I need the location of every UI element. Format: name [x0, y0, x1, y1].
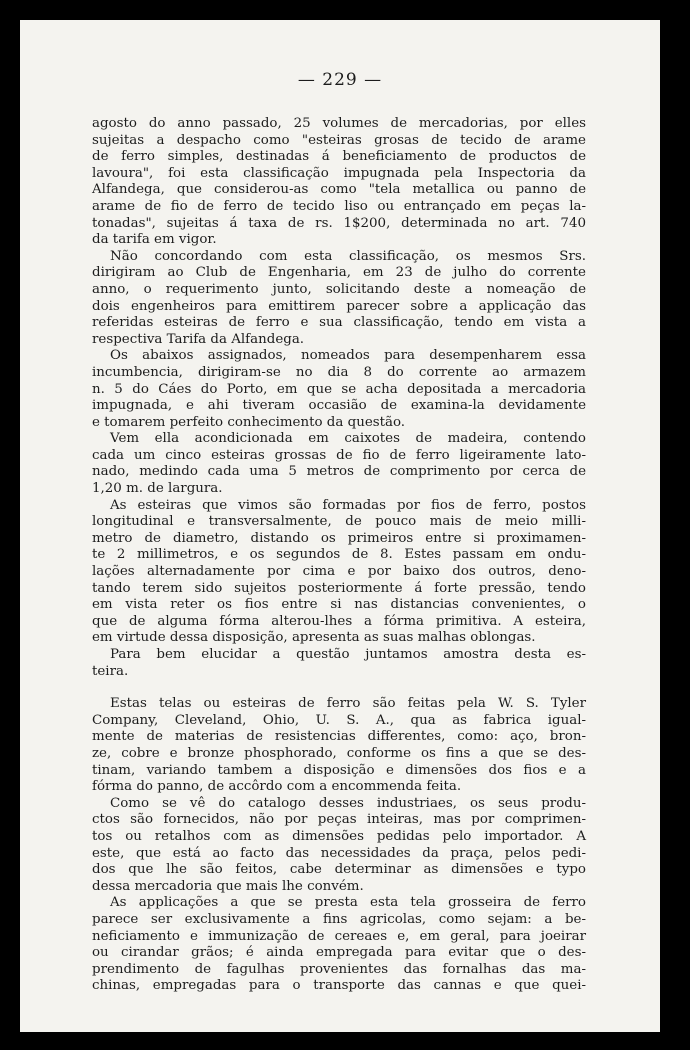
text-line: tonadas", sujeitas á taxa de rs. 1$200, determinada no art. 740 [92, 215, 586, 231]
paragraph [92, 249, 586, 349]
text-line: em virtude dessa disposição, apresenta as suas malhas oblongas. [92, 630, 536, 646]
text-line: Não concordando com esta classificação, os mesmos Srs. [110, 248, 586, 264]
text-line: fórma do panno, de accôrdo com a encommenda feita. [92, 779, 462, 795]
text-line: nado, medindo cada uma 5 metros de comprimento por cerca de [92, 464, 586, 480]
paragraph [92, 696, 586, 796]
paragraph [92, 498, 586, 647]
text-line: lavoura", foi esta classificação impugnada pela Inspectoria da [92, 165, 586, 181]
text-line: tinam, variando tambem a disposição e dimensões dos fios e a [92, 762, 586, 778]
text-line: neficiamento e immunização de cereaes e, em geral, para joeirar [92, 928, 586, 944]
text-line: tos ou retalhos com as dimensões pedidas pelo importador. A [92, 828, 586, 844]
text-line: parece ser exclusivamente a fins agricolas, como sejam: a be- [92, 911, 586, 927]
text-line: Estas telas ou esteiras de ferro são feitas pela W. S. Tyler [110, 696, 586, 712]
text-line: dois engenheiros para emittirem parecer sobre a applicação das [92, 298, 586, 314]
text-line: Vem ella acondicionada em caixotes de madeira, contendo [110, 431, 586, 447]
text-line: metro de diametro, distando os primeiros entre si proximamen- [92, 530, 586, 546]
text-line: te 2 millimetros, e os segundos de 8. Estes passam em ondu- [92, 547, 586, 563]
body-text [92, 116, 586, 995]
text-line: de ferro simples, destinadas á beneficiamento de productos de [92, 149, 586, 165]
text-line: n. 5 do Cáes do Porto, em que se acha depositada a mercadoria [92, 381, 586, 397]
page-number: — 229 — [297, 70, 383, 90]
text-line: Como se vê do catalogo desses industriaes, os seus produ- [110, 795, 586, 811]
text-line: prendimento de fagulhas provenientes das fornalhas das ma- [92, 961, 586, 977]
text-line: teira. [92, 663, 129, 679]
text-line: agosto do anno passado, 25 volumes de mercadorias, por elles [92, 116, 586, 131]
text-line: que de alguma fórma alterou-lhes a fórma primitiva. A esteira, [92, 613, 586, 629]
text-line: mente de materias de resistencias differentes, como: aço, bron- [92, 729, 586, 745]
paragraph-gap [92, 680, 586, 696]
paragraph [92, 431, 586, 497]
text-line: chinas, empregadas para o transporte das cannas e que quei- [92, 978, 586, 994]
text-line: dirigiram ao Club de Engenharia, em 23 de julho do corrente [92, 265, 586, 281]
text-line: anno, o requerimento junto, solicitando deste a nomeação de [92, 281, 586, 297]
text-line: Para bem elucidar a questão juntamos amostra desta es- [110, 647, 586, 662]
text-line: As esteiras que vimos são formadas por fios de ferro, postos [110, 497, 586, 513]
text-line: longitudinal e transversalmente, de pouco mais de meio milli- [92, 514, 586, 530]
paragraph [92, 895, 586, 995]
text-line: referidas esteiras de ferro e sua classificação, tendo em vista a [92, 315, 586, 331]
text-line: sujeitas a despacho como "esteiras grosas de tecido de arame [92, 132, 586, 148]
text-line: As applicações a que se presta esta tela grosseira de ferro [110, 895, 586, 911]
document-page [20, 20, 660, 1032]
text-line: dessa mercadoria que mais lhe convém. [92, 878, 364, 894]
text-line: em vista reter os fios entre si nas distancias convenientes, o [92, 597, 586, 613]
text-line: incumbencia, dirigiram-se no dia 8 do corrente ao armazem [92, 364, 586, 380]
text-line: arame de fio de ferro de tecido liso ou entrançado em peças la- [92, 198, 586, 214]
paragraph [92, 348, 586, 431]
text-line: este, que está ao facto das necessidades da praça, pelos pedi- [92, 845, 586, 861]
text-line: ou cirandar grãos; é ainda empregada para evitar que o des- [92, 945, 586, 961]
text-line: dos que lhe são feitos, cabe determinar as dimensões e typo [92, 862, 586, 878]
text-line: lações alternadamente por cima e por baixo dos outros, deno- [92, 564, 586, 580]
text-line: Os abaixos assignados, nomeados para desempenharem essa [110, 348, 586, 364]
text-line: Company, Cleveland, Ohio, U. S. A., qua as fabrica igual- [92, 712, 586, 728]
text-line: tando terem sido sujeitos posteriormente á forte pressão, tendo [92, 580, 586, 596]
text-line: ctos são fornecidos, não por peças inteiras, mas por comprimen- [92, 812, 586, 828]
text-line: 1,20 m. de largura. [92, 481, 223, 497]
text-line: ze, cobre e bronze phosphorado, conforme os fins a que se des- [92, 745, 586, 761]
paragraph [92, 796, 586, 896]
text-line: respectiva Tarifa da Alfandega. [92, 331, 305, 347]
text-line: cada um cinco esteiras grossas de fio de ferro ligeiramente lato- [92, 447, 586, 463]
text-line: e tomarem perfeito conhecimento da questão. [92, 414, 406, 430]
text-line: impugnada, e ahi tiveram occasião de examina-la devidamente [92, 398, 586, 414]
text-line: da tarifa em vigor. [92, 232, 217, 248]
text-line: Alfandega, que considerou-as como "tela metallica ou panno de [92, 182, 586, 198]
paragraph [92, 647, 586, 680]
paragraph [92, 116, 586, 249]
